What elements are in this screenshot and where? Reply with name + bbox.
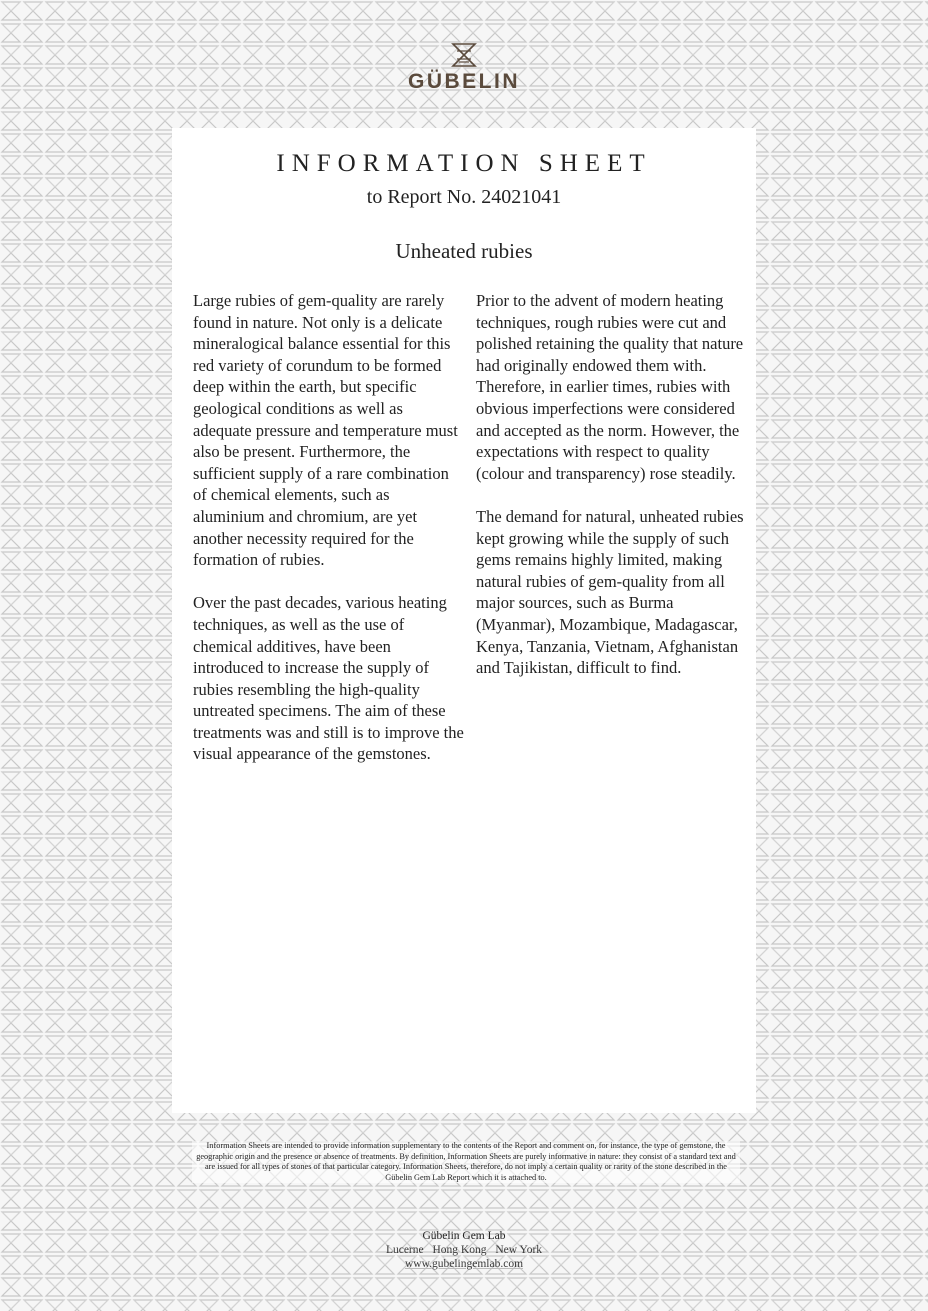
city-list xyxy=(0,1243,928,1257)
lab-name: Gübelin Gem Lab xyxy=(422,1230,506,1242)
website-link[interactable]: www.gubelingemlab.com xyxy=(404,1258,524,1270)
report-number: to Report No. 24021041 xyxy=(366,186,562,208)
paragraph: The demand for natural, unheated rubies kept growing while the supply of such gems remains highly limited, making natural rubies of gem-quality from all major sources, such as Burma (Myanmar), Mozambique, Madagascar, Kenya, Tanzania, Vietnam, Afghanistan and Tajikistan, difficult to find. xyxy=(476,506,744,678)
left-column xyxy=(193,290,465,787)
paragraph: Over the past decades, various heating techniques, as well as the use of chemical additives, have been introduced to increase the supply of rubies resembling the high-quality untreated specimens. The aim of these treatments was and still is to improve the visual appearance of the gemstones. xyxy=(193,593,464,764)
disclaimer-text: Information Sheets are intended to provide information supplementary to the contents of the Report and comment on, for instance, the type of gemstone, the geographic origin and the presence or absence of treatments. By definition, Information Sheets are purely informative in nature: they consist of a standard text and are issued for all types of stones of that particular category. Information Sheets, therefore, do not imply a certain quality or rarity of the stone described in the Gübelin Gem Lab Report which it is attached to. xyxy=(192,1141,740,1183)
section-heading: Unheated rubies xyxy=(395,239,533,263)
paragraph: Prior to the advent of modern heating techniques, rough rubies were cut and polished retaining the quality that nature had originally endowed them with. Therefore, in earlier times, rubies with obvious imperfections were considered and accepted as the norm. However, the expectations with respect to quality (colour and transparency) rose steadily. xyxy=(476,291,744,483)
right-column xyxy=(476,290,748,700)
city-lucerne: Lucerne xyxy=(385,1244,424,1256)
paragraph: Large rubies of gem-quality are rarely found in nature. Not only is a delicate mineralogical balance essential for this red variety of corundum to be formed deep within the earth, but specific geological conditions as well as adequate pressure and temperature must also be present. Furthermore, the sufficient supply of a rare combination of chemical elements, such as aluminium and chromium, are yet another necessity required for the formation of rubies. xyxy=(193,291,458,570)
hourglass-monogram-icon xyxy=(450,42,478,68)
city-new-york: New York xyxy=(495,1244,543,1256)
brand-logo xyxy=(0,42,928,94)
document-title: INFORMATION SHEET xyxy=(276,150,652,177)
city-hong-kong: Hong Kong xyxy=(432,1244,487,1256)
brand-name: GÜBELIN xyxy=(408,70,520,93)
footer xyxy=(0,1229,928,1271)
